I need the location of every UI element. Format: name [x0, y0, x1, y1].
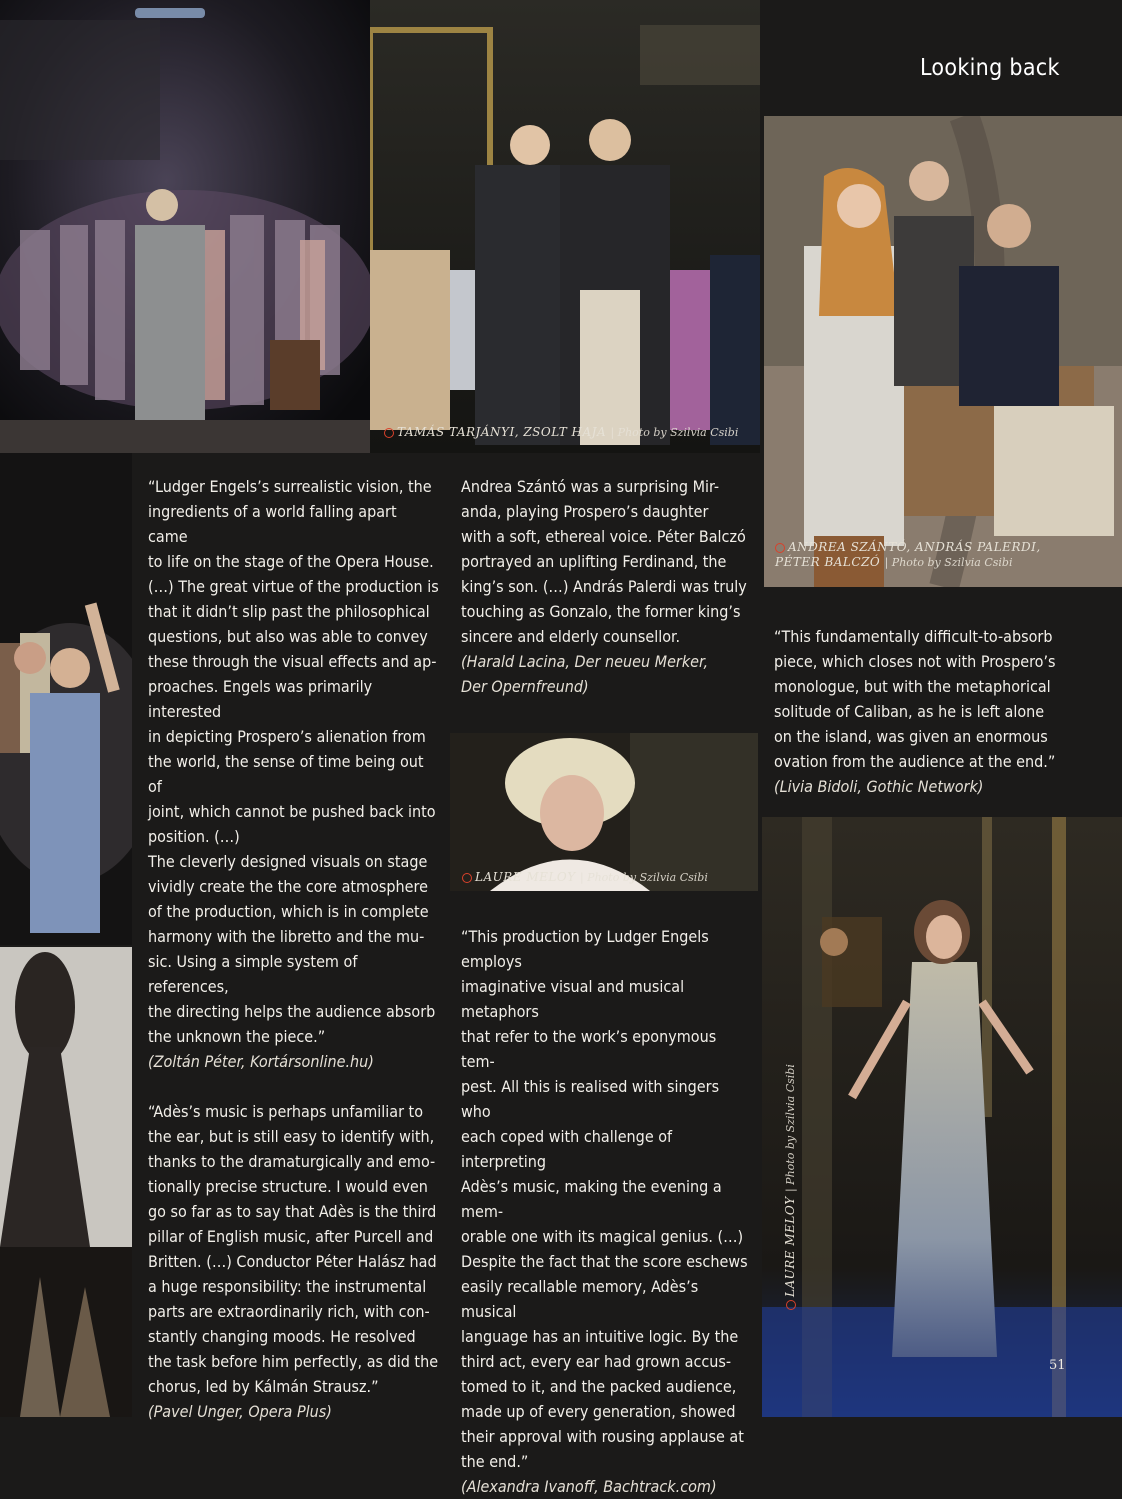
text-line: “This production by Ludger Engels employs: [461, 927, 709, 971]
text-line: the directing helps the audience absorb: [148, 1002, 436, 1021]
text-line: tionally precise structure. I would even: [148, 1177, 428, 1196]
text-line: solitude of Caliban, as he is left alone: [774, 702, 1045, 721]
text-line: each coped with challenge of interpreting: [461, 1127, 673, 1171]
text-line: imaginative visual and musical metaphors: [461, 977, 685, 1021]
caption-names: LAURE MELOY: [783, 1196, 797, 1297]
section-title: Looking back: [920, 55, 1060, 81]
text-line: Adès’s music, making the evening a mem-: [461, 1177, 722, 1221]
text-line: joint, which cannot be pushed back into: [148, 802, 436, 821]
text-line: made up of every generation, showed: [461, 1402, 736, 1421]
text-line: piece, which closes not with Prospero’s: [774, 652, 1056, 671]
text-line: easily recallable memory, Adès’s musical: [461, 1277, 699, 1321]
text-line: “Adès’s music is perhaps unfamiliar to: [148, 1102, 423, 1121]
text-line: stantly changing moods. He resolved: [148, 1327, 416, 1346]
text-line: sic. Using a simple system of references,: [148, 952, 358, 996]
text-line: pest. All this is realised with singers who: [461, 1077, 720, 1121]
photo-szanto-palerdi-balczo: [764, 116, 1122, 587]
caption-names: LAURE MELOY: [475, 870, 576, 884]
text-line: “Ludger Engels’s surrealistic vision, the: [148, 477, 432, 496]
text-line: chorus, led by Kálmán Strausz.”: [148, 1377, 379, 1396]
text-line: the task before him perfectly, as did the: [148, 1352, 439, 1371]
text-line: The cleverly designed visuals on stage: [148, 852, 428, 871]
text-line: “This fundamentally difficult-to-absorb: [774, 627, 1053, 646]
text-line: the ear, but is still easy to identify with,: [148, 1127, 435, 1146]
text-line: with a soft, ethereal voice. Péter Balczó: [461, 527, 746, 546]
text-line: orable one with its magical genius. (…): [461, 1227, 744, 1246]
text-line: ovation from the audience at the end.”: [774, 752, 1056, 771]
text-line: these through the visual effects and ap-: [148, 652, 437, 671]
text-line: Andrea Szántó was a surprising Mir-: [461, 477, 720, 496]
text-line: monologue, but with the metaphorical: [774, 677, 1051, 696]
text-line: touching as Gonzalo, the former king’s: [461, 602, 741, 621]
text-line: of the production, which is in complete: [148, 902, 429, 921]
quote-source: Der Opernfreund): [461, 677, 589, 696]
text-line: pillar of English music, after Purcell and: [148, 1227, 434, 1246]
text-line: their approval with rousing applause at: [461, 1427, 744, 1446]
quote-engels-vision: [148, 474, 440, 1049]
caption-names-line2: PÉTER BALCZÓ: [775, 555, 881, 569]
text-line: go so far as to say that Adès is the third: [148, 1202, 437, 1221]
text-line: third act, every ear had grown accus-: [461, 1352, 732, 1371]
text-line: a huge responsibility: the instrumental: [148, 1277, 427, 1296]
photo-chorus-stage: [0, 0, 370, 453]
text-line: that refer to the work’s eponymous tem-: [461, 1027, 717, 1071]
photo-tarjanyi-haja: [370, 0, 760, 453]
photo-laure-meloy-closeup: [450, 733, 758, 891]
caption-names-line1: ANDREA SZÁNTÓ, ANDRÁS PALERDI,: [788, 540, 1041, 554]
photo-chorus-dance: [0, 453, 132, 945]
text-line: in depicting Prospero’s alienation from: [148, 727, 426, 746]
text-line: Despite the fact that the score eschews: [461, 1252, 748, 1271]
caption-tarjanyi-haja: [384, 425, 738, 440]
caption-bullet-icon: [775, 543, 785, 553]
photo-credit: | Photo by Szilvia Csibi: [610, 426, 739, 439]
text-line: ingredients of a world falling apart came: [148, 502, 397, 546]
text-line: Britten. (…) Conductor Péter Halász had: [148, 1252, 437, 1271]
caption-bullet-icon: [462, 873, 472, 883]
photo-credit: | Photo by Szilvia Csibi: [579, 871, 708, 884]
text-line: that it didn’t slip past the philosophical: [148, 602, 430, 621]
quote-cast-review: [461, 474, 753, 649]
quote-visual-metaphors: [461, 924, 753, 1474]
photo-silhouette: [0, 947, 132, 1417]
caption-laure-meloy-stage: [783, 1064, 798, 1310]
text-line: position. (…): [148, 827, 240, 846]
text-line: the end.”: [461, 1452, 529, 1471]
photo-laure-meloy-stage: [762, 817, 1122, 1417]
quote-source: (Pavel Unger, Opera Plus): [148, 1402, 332, 1421]
text-line: portrayed an uplifting Ferdinand, the: [461, 552, 727, 571]
page-number: 51: [1049, 1358, 1066, 1373]
quote-ades-music: [148, 1099, 440, 1399]
photo-credit: | Photo by Szilvia Csibi: [784, 1064, 797, 1193]
column-middle-bottom: [461, 924, 753, 1499]
text-line: proaches. Engels was primarily interested: [148, 677, 373, 721]
text-line: the world, the sense of time being out of: [148, 752, 424, 796]
text-line: (…) The great virtue of the production is: [148, 577, 439, 596]
text-line: vividly create the the core atmosphere: [148, 877, 428, 896]
spacer: [148, 1074, 440, 1099]
caption-bullet-icon: [786, 1300, 796, 1310]
photo-credit: | Photo by Szilvia Csibi: [884, 556, 1013, 569]
text-line: the unknown the piece.”: [148, 1027, 326, 1046]
text-line: questions, but also was able to convey: [148, 627, 428, 646]
text-line: thanks to the dramaturgically and emo-: [148, 1152, 436, 1171]
quote-caliban-solitude: [774, 624, 1074, 774]
text-line: on the island, was given an enormous: [774, 727, 1048, 746]
column-middle-top: [461, 474, 753, 699]
text-line: tomed to it, and the packed audience,: [461, 1377, 737, 1396]
column-right: [774, 624, 1074, 799]
text-line: language has an intuitive logic. By the: [461, 1327, 739, 1346]
caption-szanto-palerdi-balczo: [775, 540, 1041, 570]
caption-names: TAMÁS TARJÁNYI, ZSOLT HAJA: [397, 425, 607, 439]
text-line: harmony with the libretto and the mu-: [148, 927, 425, 946]
column-left: [148, 474, 440, 1424]
text-line: sincere and elderly counsellor.: [461, 627, 681, 646]
quote-source: (Harald Lacina, Der neueu Merker,: [461, 652, 709, 671]
text-line: parts are extraordinarily rich, with con-: [148, 1302, 430, 1321]
quote-source: (Alexandra Ivanoff, Bachtrack.com): [461, 1477, 717, 1496]
text-line: king’s son. (…) András Palerdi was truly: [461, 577, 747, 596]
quote-source: (Zoltán Péter, Kortársonline.hu): [148, 1052, 374, 1071]
caption-bullet-icon: [384, 428, 394, 438]
text-line: anda, playing Prospero’s daughter: [461, 502, 709, 521]
text-line: to life on the stage of the Opera House.: [148, 552, 434, 571]
caption-laure-meloy-closeup: [462, 870, 708, 885]
quote-source: (Livia Bidoli, Gothic Network): [774, 777, 984, 796]
